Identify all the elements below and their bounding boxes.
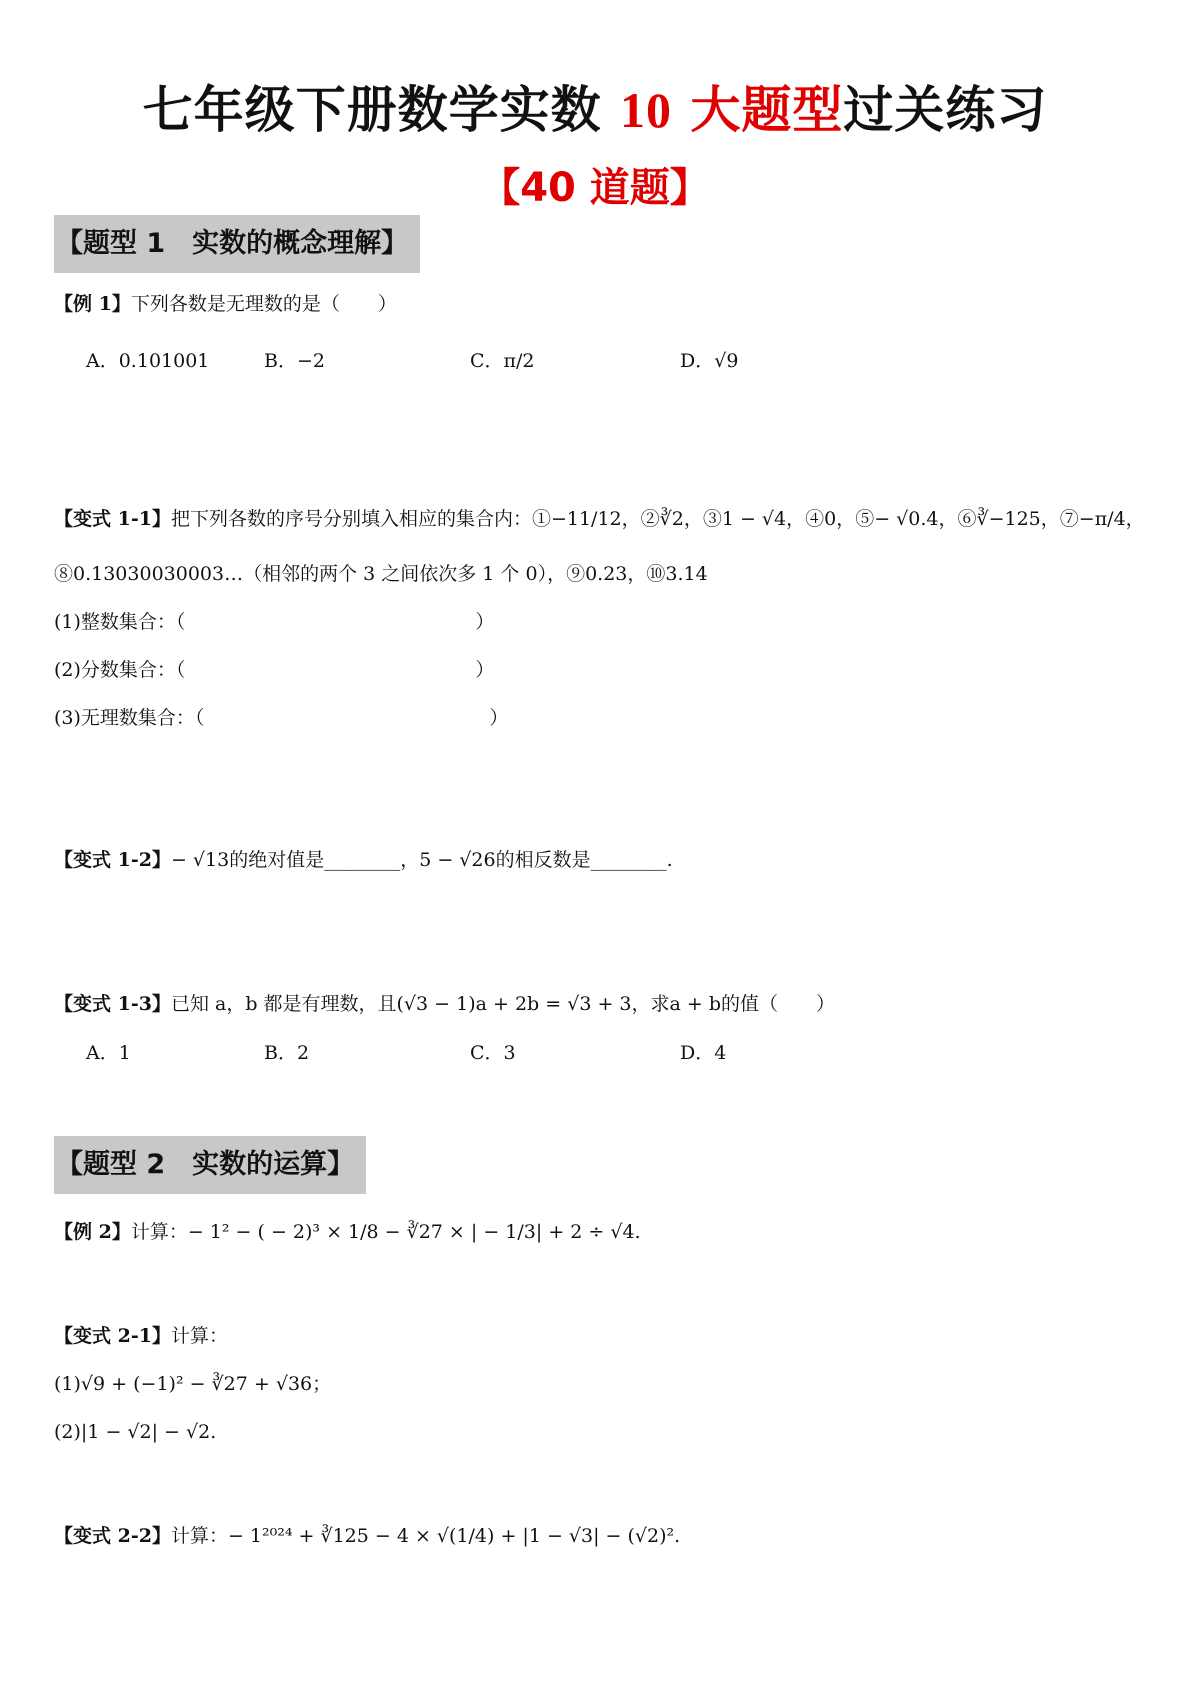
set-integer <box>54 608 494 636</box>
question-label: 【变式 1-2】 <box>54 849 171 871</box>
title-highlight: 大题型 <box>690 81 844 139</box>
question-text: 下列各数是无理数的是（ ） <box>130 293 397 315</box>
question-label: 【例 2】 <box>54 1221 131 1243</box>
set-label: (3)无理数集合：（ <box>54 707 205 729</box>
subquestion-1: (1)√9 + (−1)² − ∛27 + √36； <box>54 1373 332 1395</box>
set-close: ） <box>489 707 509 729</box>
set-close: ） <box>475 611 495 633</box>
title-number: 10 <box>620 82 672 138</box>
variant-1-3 <box>54 990 835 1018</box>
option-c: C．3 <box>470 1042 516 1064</box>
question-text: 计算： <box>170 1325 228 1347</box>
variant-1-1-line2: ⑧0.13030030003…（相邻的两个 3 之间依次多 1 个 0），⑨0.23，⑩3.14 <box>54 563 708 585</box>
option-b: B．2 <box>264 1042 310 1064</box>
option-d: D．√9 <box>680 350 739 372</box>
set-irrational <box>54 704 508 732</box>
variant-1-1 <box>54 505 1145 533</box>
variant-1-2 <box>54 846 673 874</box>
question-label: 【变式 1-3】 <box>54 993 171 1015</box>
set-fraction <box>54 656 494 684</box>
set-label: (2)分数集合：（ <box>54 659 186 681</box>
example-1 <box>54 290 397 318</box>
variant-2-1 <box>54 1322 228 1350</box>
option-a: A．0.101001 <box>86 350 210 372</box>
option-c: C．π/2 <box>470 350 535 372</box>
title-part2: 过关练习 <box>843 81 1048 139</box>
page-subtitle: 【40 道题】 <box>480 165 710 211</box>
option-b: B．−2 <box>264 350 325 372</box>
question-label: 【例 1】 <box>54 293 131 315</box>
variant-2-2 <box>54 1522 680 1550</box>
page-title <box>0 70 1190 142</box>
question-label: 【变式 2-1】 <box>54 1325 171 1347</box>
section-header-2: 【题型 2 实数的运算】 <box>54 1136 366 1194</box>
set-label: (1)整数集合：（ <box>54 611 186 633</box>
section-header-1: 【题型 1 实数的概念理解】 <box>54 215 420 273</box>
question-label: 【变式 1-1】 <box>54 508 171 530</box>
subquestion-2: (2)|1 − √2| − √2. <box>54 1421 217 1443</box>
option-d: D．4 <box>680 1042 727 1064</box>
set-close: ） <box>475 659 495 681</box>
question-text: 计算：− 1² − ( − 2)³ × 1/8 − ∛27 × | − 1/3| + 2 ÷ √4. <box>130 1221 641 1243</box>
question-text: − √13的绝对值是________，5 − √26的相反数是________. <box>170 849 673 871</box>
question-text: 把下列各数的序号分别填入相应的集合内：①−11/12，②∛2，③1 − √4，④0，⑤− √0.4，⑥∛−125，⑦−π/4， <box>170 508 1145 530</box>
question-label: 【变式 2-2】 <box>54 1525 171 1547</box>
example-2 <box>54 1218 641 1246</box>
question-text: 已知 a，b 都是有理数，且(√3 − 1)a + 2b = √3 + 3，求a + b的值（ ） <box>170 993 835 1015</box>
question-text: 计算：− 1²⁰²⁴ + ∛125 − 4 × √(1/4) + |1 − √3| − (√2)². <box>170 1525 681 1547</box>
title-part1: 七年级下册数学实数 <box>142 81 602 139</box>
option-a: A．1 <box>86 1042 131 1064</box>
